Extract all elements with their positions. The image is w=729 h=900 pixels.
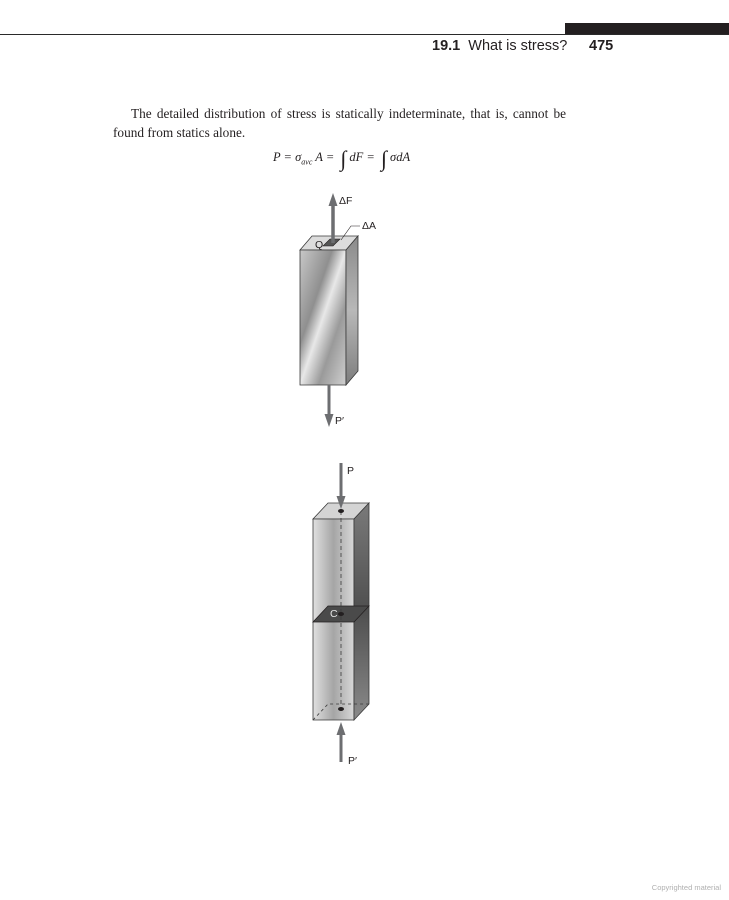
delta-f-arrow-head (329, 193, 338, 206)
delta-a-label: ΔA (362, 220, 377, 232)
section-centroid-dot (338, 612, 344, 616)
prism-front-face (300, 250, 346, 385)
equation-term2: σdA (390, 150, 411, 164)
centroid-c-label: C (330, 608, 338, 620)
integral-sign: ∫ (340, 146, 347, 171)
figure-1 (300, 193, 376, 427)
section-title: What is stress? (468, 38, 568, 54)
bottom-centroid-dot (338, 707, 344, 711)
delta-f-label: ΔF (339, 195, 353, 207)
body-paragraph: The detailed distribution of stress is statically indeterminate, that is, cannot be found from statics alone. (113, 106, 566, 140)
load-p-label: P (347, 465, 355, 477)
integral-sign-2: ∫ (381, 146, 388, 171)
section-number: 19.1 (432, 38, 461, 54)
reaction-arrow-head (325, 414, 334, 427)
equation-term1: dF = (349, 150, 375, 164)
figure1-reaction-label: P′ (335, 415, 344, 427)
equation-lhs: P = σ (273, 150, 302, 164)
figure2-reaction-label: P′ (348, 755, 357, 767)
point-q-label: Q (315, 239, 324, 251)
top-centroid-dot (338, 509, 344, 513)
reaction2-arrow-head (337, 722, 346, 735)
page-number: 475 (589, 38, 614, 54)
figure-2 (313, 463, 369, 767)
equation-subscript: avc (301, 157, 313, 167)
copyright-notice: Copyrighted material (651, 883, 721, 892)
equation-mid: A = (315, 150, 335, 164)
prism-side-face (346, 236, 358, 385)
